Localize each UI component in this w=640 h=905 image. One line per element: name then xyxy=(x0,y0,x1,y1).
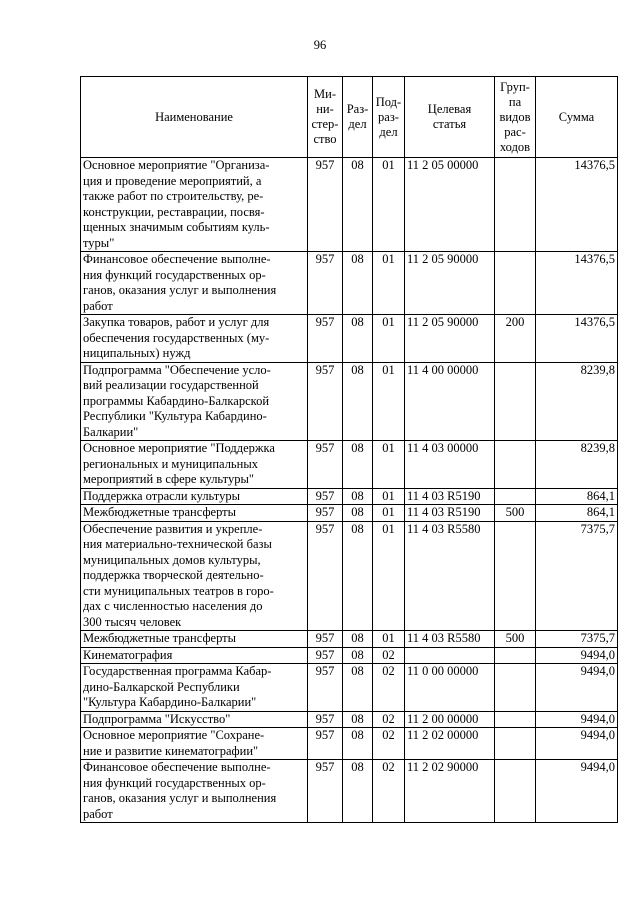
table-row xyxy=(81,521,618,631)
cell-ministry: 957 xyxy=(308,647,343,664)
cell-amount: 864,1 xyxy=(536,488,618,505)
table-body xyxy=(81,158,618,823)
cell-ministry: 957 xyxy=(308,362,343,441)
cell-ministry: 957 xyxy=(308,252,343,315)
cell-target-article: 11 4 03 00000 xyxy=(405,441,495,489)
table-row xyxy=(81,711,618,728)
cell-amount: 9494,0 xyxy=(536,647,618,664)
cell-section: 08 xyxy=(343,728,373,760)
table-row xyxy=(81,647,618,664)
cell-name: Основное мероприятие "Организа- ция и проведение мероприятий, а также работ по строительству, ре- конструкции, реставрации, посвя- щенных значимым событиям куль- туры" xyxy=(81,158,308,252)
cell-name: Подпрограмма "Искусство" xyxy=(81,711,308,728)
cell-target-article: 11 4 03 R5580 xyxy=(405,631,495,648)
cell-subsection: 01 xyxy=(373,362,405,441)
cell-subsection: 01 xyxy=(373,488,405,505)
table-row xyxy=(81,664,618,712)
cell-section: 08 xyxy=(343,711,373,728)
cell-amount: 7375,7 xyxy=(536,631,618,648)
table-row xyxy=(81,441,618,489)
cell-target-article: 11 2 02 00000 xyxy=(405,728,495,760)
cell-subsection: 01 xyxy=(373,441,405,489)
cell-expense-group xyxy=(495,647,536,664)
cell-amount: 14376,5 xyxy=(536,158,618,252)
cell-name: Межбюджетные трансферты xyxy=(81,505,308,522)
cell-name: Обеспечение развития и укрепле- ния материально-технической базы муниципальных домов культуры, поддержка творческой деятельно- сти муниципальных театров в горо- дах с численностью населения до 300 тысяч человек xyxy=(81,521,308,631)
cell-subsection: 01 xyxy=(373,252,405,315)
cell-ministry: 957 xyxy=(308,631,343,648)
cell-target-article: 11 2 02 90000 xyxy=(405,760,495,823)
header-expense-group: Груп- па видов рас- ходов xyxy=(495,77,536,158)
cell-name: Кинематография xyxy=(81,647,308,664)
cell-amount: 14376,5 xyxy=(536,252,618,315)
page-number: 96 xyxy=(313,38,327,52)
cell-section: 08 xyxy=(343,362,373,441)
cell-section: 08 xyxy=(343,488,373,505)
cell-subsection: 01 xyxy=(373,158,405,252)
cell-name: Государственная программа Кабар- дино-Балкарской Республики "Культура Кабардино-Балкарии" xyxy=(81,664,308,712)
cell-subsection: 01 xyxy=(373,631,405,648)
cell-amount: 864,1 xyxy=(536,505,618,522)
cell-expense-group xyxy=(495,158,536,252)
cell-name: Финансовое обеспечение выполне- ния функций государственных ор- ганов, оказания услуг и выполнения работ xyxy=(81,252,308,315)
table-row xyxy=(81,158,618,252)
cell-ministry: 957 xyxy=(308,664,343,712)
header-subsection: Под- раз- дел xyxy=(373,77,405,158)
cell-amount: 9494,0 xyxy=(536,711,618,728)
cell-expense-group xyxy=(495,362,536,441)
cell-expense-group: 500 xyxy=(495,505,536,522)
cell-target-article: 11 2 05 90000 xyxy=(405,252,495,315)
cell-target-article: 11 0 00 00000 xyxy=(405,664,495,712)
table-header-row xyxy=(81,77,618,158)
cell-name: Поддержка отрасли культуры xyxy=(81,488,308,505)
cell-amount: 9494,0 xyxy=(536,760,618,823)
cell-subsection: 02 xyxy=(373,760,405,823)
cell-target-article: 11 4 03 R5580 xyxy=(405,521,495,631)
table-row xyxy=(81,362,618,441)
cell-subsection: 02 xyxy=(373,728,405,760)
cell-subsection: 02 xyxy=(373,647,405,664)
cell-expense-group xyxy=(495,760,536,823)
cell-section: 08 xyxy=(343,664,373,712)
cell-name: Межбюджетные трансферты xyxy=(81,631,308,648)
header-target-article: Целевая статья xyxy=(405,77,495,158)
cell-ministry: 957 xyxy=(308,441,343,489)
cell-section: 08 xyxy=(343,158,373,252)
cell-subsection: 01 xyxy=(373,315,405,363)
header-name: Наименование xyxy=(81,77,308,158)
cell-ministry: 957 xyxy=(308,521,343,631)
header-section: Раз- дел xyxy=(343,77,373,158)
cell-ministry: 957 xyxy=(308,488,343,505)
cell-expense-group xyxy=(495,521,536,631)
cell-section: 08 xyxy=(343,441,373,489)
cell-target-article: 11 2 05 90000 xyxy=(405,315,495,363)
cell-subsection: 01 xyxy=(373,505,405,522)
cell-expense-group: 500 xyxy=(495,631,536,648)
cell-expense-group xyxy=(495,728,536,760)
table-row xyxy=(81,760,618,823)
cell-section: 08 xyxy=(343,647,373,664)
table-row xyxy=(81,488,618,505)
cell-section: 08 xyxy=(343,505,373,522)
cell-section: 08 xyxy=(343,760,373,823)
table-row xyxy=(81,631,618,648)
table-row xyxy=(81,252,618,315)
cell-target-article: 11 2 00 00000 xyxy=(405,711,495,728)
cell-expense-group: 200 xyxy=(495,315,536,363)
cell-amount: 9494,0 xyxy=(536,664,618,712)
cell-ministry: 957 xyxy=(308,505,343,522)
cell-section: 08 xyxy=(343,521,373,631)
cell-section: 08 xyxy=(343,631,373,648)
cell-name: Основное мероприятие "Сохране- ние и развитие кинематографии" xyxy=(81,728,308,760)
budget-table xyxy=(80,76,618,823)
cell-expense-group xyxy=(495,664,536,712)
cell-amount: 14376,5 xyxy=(536,315,618,363)
header-amount: Сумма xyxy=(536,77,618,158)
cell-target-article: 11 4 00 00000 xyxy=(405,362,495,441)
cell-name: Закупка товаров, работ и услуг для обеспечения государственных (му- ниципальных) нужд xyxy=(81,315,308,363)
cell-target-article: 11 4 03 R5190 xyxy=(405,505,495,522)
cell-amount: 9494,0 xyxy=(536,728,618,760)
cell-subsection: 02 xyxy=(373,711,405,728)
table-row xyxy=(81,315,618,363)
cell-target-article: 11 4 03 R5190 xyxy=(405,488,495,505)
table-row xyxy=(81,505,618,522)
cell-expense-group xyxy=(495,488,536,505)
cell-target-article xyxy=(405,647,495,664)
cell-amount: 8239,8 xyxy=(536,441,618,489)
cell-expense-group xyxy=(495,252,536,315)
cell-ministry: 957 xyxy=(308,315,343,363)
cell-amount: 7375,7 xyxy=(536,521,618,631)
header-ministry: Ми- ни- стер- ство xyxy=(308,77,343,158)
cell-name: Финансовое обеспечение выполне- ния функций государственных ор- ганов, оказания услуг и выполнения работ xyxy=(81,760,308,823)
cell-ministry: 957 xyxy=(308,158,343,252)
cell-subsection: 01 xyxy=(373,521,405,631)
cell-ministry: 957 xyxy=(308,728,343,760)
cell-name: Подпрограмма "Обеспечение усло- вий реализации государственной программы Кабардино-Балкарской Республики "Культура Кабардино- Балкарии" xyxy=(81,362,308,441)
table-row xyxy=(81,728,618,760)
cell-target-article: 11 2 05 00000 xyxy=(405,158,495,252)
cell-section: 08 xyxy=(343,252,373,315)
cell-name: Основное мероприятие "Поддержка региональных и муниципальных мероприятий в сфере культуры" xyxy=(81,441,308,489)
cell-amount: 8239,8 xyxy=(536,362,618,441)
cell-ministry: 957 xyxy=(308,760,343,823)
cell-expense-group xyxy=(495,441,536,489)
cell-ministry: 957 xyxy=(308,711,343,728)
cell-expense-group xyxy=(495,711,536,728)
cell-subsection: 02 xyxy=(373,664,405,712)
cell-section: 08 xyxy=(343,315,373,363)
